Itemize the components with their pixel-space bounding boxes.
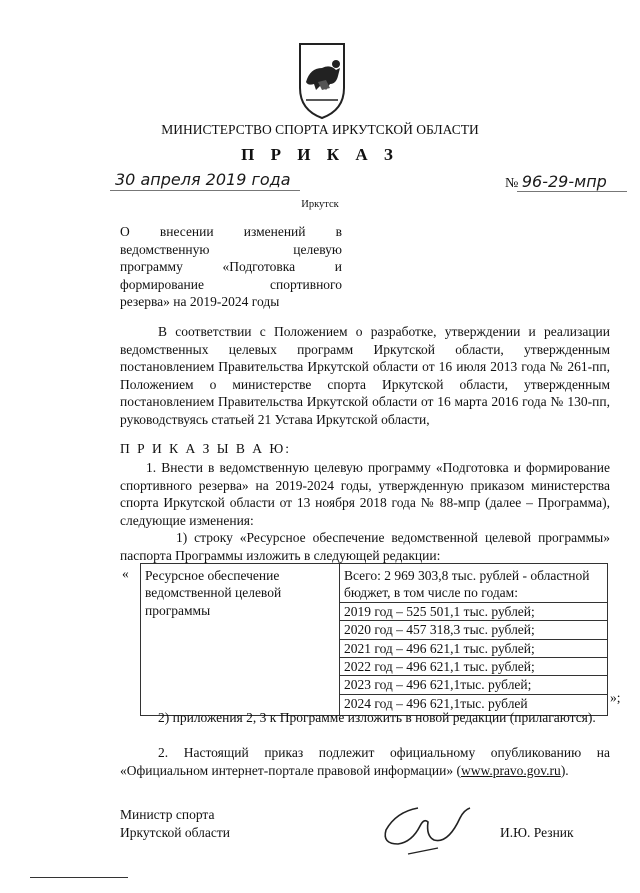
order-number (505, 172, 607, 192)
item-2 (120, 744, 610, 779)
item-1-2: 2) приложения 2, 3 к Программе изложить в новой редакции (прилагаются). (158, 710, 596, 725)
item-1: 1. Внести в ведомственную целевую программу «Подготовка и формирование спортивного резерва» на 2019-2024 годы, утвержденную приказом министерства спорта Иркутской области от 13 ноября 2018 года № 88-мпр (далее – Программа), следующие изменения: (120, 460, 610, 528)
date-underline (110, 190, 300, 191)
resource-total: Всего: 2 969 303,8 тыс. рублей - областной бюджет, в том числе по годам: (340, 567, 607, 603)
subject-line: программу «Подготовка и (120, 259, 342, 274)
resource-label: Ресурсное обеспечение ведомственной целевой программы (141, 564, 340, 716)
open-quote: « (122, 566, 129, 581)
subject-line: О внесении изменений в (120, 224, 342, 239)
position-line: Иркутской области (120, 825, 231, 840)
resource-year-row: 2023 год – 496 621,1тыс. рублей; (340, 676, 607, 694)
ministry-name: МИНИСТЕРСТВО СПОРТА ИРКУТСКОЙ ОБЛАСТИ (161, 122, 479, 137)
item-2-text: 2. Настоящий приказ подлежит официальному опубликованию на «Официальном интернет-портале правовой информации» ( (120, 745, 610, 778)
intro-paragraph: В соответствии с Положением о разработке, утверждении и реализации ведомственных целевых программ Иркутской области, утвержденным постановлением Правительства Иркутской области от 16 июля 2013 года № 261-пп, Положением о министерстве спорта Иркутской области, утвержденным постановлением Правительства Иркутской области от 16 марта 2016 года № 130-пп, руководствуясь статьей 21 Устава Иркутской области, (120, 324, 610, 427)
footer-divider (30, 877, 128, 878)
resource-year-row: 2020 год – 457 318,3 тыс. рублей; (340, 621, 607, 639)
resource-year-row: 2019 год – 525 501,1 тыс. рублей; (340, 603, 607, 621)
resource-year-row: 2022 год – 496 621,1 тыс. рублей; (340, 658, 607, 676)
coat-of-arms-icon (296, 38, 348, 120)
order-word: П Р И К А З Ы В А Ю: (120, 441, 292, 456)
resource-values (340, 564, 608, 716)
number-prefix: № (505, 176, 519, 191)
subject-block (120, 223, 342, 311)
item-1-1: 1) строку «Ресурсное обеспечение ведомственной целевой программы» паспорта Программы изложить в следующей редакции: (120, 530, 610, 563)
resource-table (140, 563, 608, 716)
pravo-link[interactable]: www.pravo.gov.ru (460, 762, 561, 778)
subject-line: резерва» на 2019-2024 годы (120, 294, 280, 309)
number-underline (517, 191, 627, 192)
close-quote: »; (610, 690, 621, 705)
resource-year-row: 2021 год – 496 621,1 тыс. рублей; (340, 640, 607, 658)
item-2-end: ). (560, 762, 569, 778)
signatory-name: И.Ю. Резник (500, 825, 574, 840)
subject-line: формирование спортивного (120, 276, 342, 292)
signatory-position (120, 806, 230, 842)
handwritten-signature (378, 800, 478, 855)
subject-line: ведомственную целевую (120, 241, 342, 257)
position-line: Министр спорта (120, 807, 215, 822)
order-date: 30 апреля 2019 года (115, 170, 291, 189)
resource-year-row: 2024 год – 496 621,1тыс. рублей (344, 695, 528, 711)
city: Иркутск (301, 199, 339, 210)
document-title: П Р И К А З (241, 145, 399, 164)
number-value: 96-29-мпр (521, 172, 607, 191)
